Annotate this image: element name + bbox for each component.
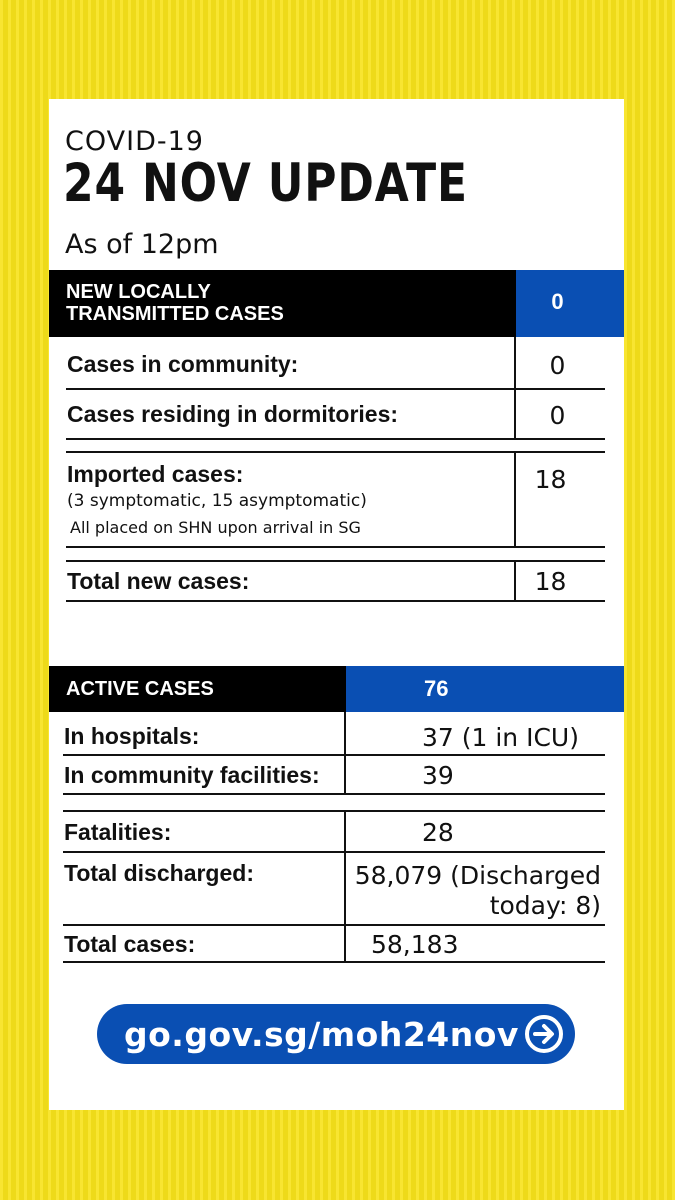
page-title: 24 NOV UPDATE xyxy=(63,153,468,214)
community-facilities-value: 39 xyxy=(422,761,454,790)
active-band xyxy=(49,666,346,712)
community-facilities-label: In community facilities: xyxy=(64,762,320,788)
total-new-label: Total new cases: xyxy=(67,568,250,594)
fatalities-value: 28 xyxy=(422,818,454,847)
community-value: 0 xyxy=(549,351,566,380)
row-divider xyxy=(63,961,605,963)
local-band-label-2: TRANSMITTED CASES xyxy=(66,303,284,325)
row-divider xyxy=(66,600,605,602)
community-label: Cases in community: xyxy=(67,351,299,377)
discharged-value xyxy=(349,861,601,921)
update-card xyxy=(49,99,624,1110)
imported-label: Imported cases: xyxy=(67,461,244,487)
row-divider xyxy=(63,754,605,756)
row-divider xyxy=(63,810,605,812)
arrow-right-circle-icon xyxy=(523,1013,565,1055)
dormitories-value: 0 xyxy=(549,401,566,430)
total-cases-value: 58,183 xyxy=(371,930,459,959)
moh-link-text: go.gov.sg/moh24nov xyxy=(124,1014,519,1054)
hospitals-value: 37 (1 in ICU) xyxy=(422,723,579,752)
kicker: COVID-19 xyxy=(65,126,204,157)
discharged-value-line2: today: 8) xyxy=(489,891,601,920)
row-divider xyxy=(66,438,605,440)
local-band-value: 0 xyxy=(551,289,564,314)
row-divider xyxy=(63,851,605,853)
row-divider xyxy=(66,388,605,390)
local-band-label-1: NEW LOCALLY xyxy=(66,281,211,303)
row-divider xyxy=(66,560,605,562)
hospitals-label: In hospitals: xyxy=(64,723,200,749)
row-divider xyxy=(63,793,605,795)
local-band-value-box xyxy=(516,270,624,337)
imported-note-shn: All placed on SHN upon arrival in SG xyxy=(70,518,361,537)
active-band-value-box xyxy=(346,666,624,712)
dormitories-label: Cases residing in dormitories: xyxy=(67,401,399,427)
discharged-value-line1: 58,079 (Discharged xyxy=(354,861,601,890)
imported-note-symptomatic: (3 symptomatic, 15 asymptomatic) xyxy=(67,491,367,511)
row-divider xyxy=(63,924,605,926)
local-band xyxy=(49,270,516,337)
row-divider xyxy=(66,451,605,453)
discharged-label: Total discharged: xyxy=(64,860,254,886)
active-band-label: ACTIVE CASES xyxy=(66,678,214,700)
as-of-time: As of 12pm xyxy=(65,229,219,260)
moh-link-button[interactable] xyxy=(97,1004,575,1064)
total-new-value: 18 xyxy=(534,567,567,596)
imported-value: 18 xyxy=(534,465,567,494)
active-band-value: 76 xyxy=(424,676,449,701)
fatalities-label: Fatalities: xyxy=(64,819,172,845)
row-divider xyxy=(66,546,605,548)
summary-divider xyxy=(344,810,346,963)
total-cases-label: Total cases: xyxy=(64,931,196,957)
